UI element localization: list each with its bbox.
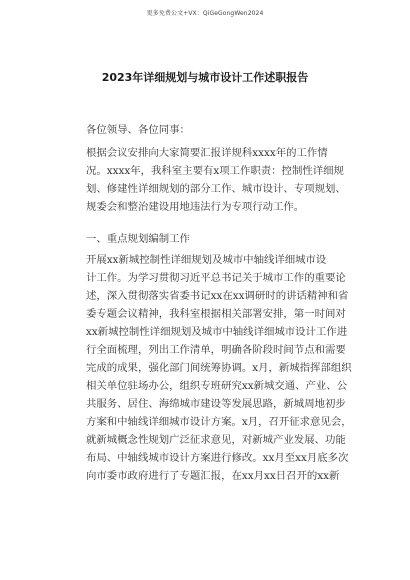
paragraph-line: 方案和中轴线详细城市设计方案。x月，召开征求意见会， (86, 416, 352, 428)
paragraph-line: 划、修建性详细规划的部分工作、城市设计、专项规划、 (86, 183, 346, 195)
paragraph-line: 计工作。为学习贯彻习近平总书记关于城市工作的重要论 (86, 272, 346, 284)
document-title: 2023年详细规划与城市设计工作述职报告 (101, 71, 309, 84)
greeting (86, 121, 350, 139)
section-paragraph (86, 251, 350, 485)
paragraph-line: 向市委市政府进行了专题汇报，在xx月xx日召开的xx新 (86, 470, 340, 482)
paragraph-line: 相关单位驻场办公，组织专班研究xx新城交通、产业、公 (86, 380, 348, 392)
paragraph-line: 就新城概念性规划广泛征求意见，对新城产业发展、功能 (86, 434, 346, 446)
section-heading-text: 一、重点规划编制工作 (86, 233, 190, 245)
section-heading (86, 230, 350, 248)
header-note: 更多免费公文+VX：QiGeGongWen2024 (146, 10, 264, 17)
paragraph-line: 布局、中轴线城市设计方案进行修改。xx月至xx月底多次 (86, 452, 349, 464)
paragraph-line: 根据会议安排向大家简要汇报详规科xxxx年的工作情 (86, 147, 328, 159)
paragraph-line: 共服务、居住、海绵城市建设等发展思路，新城周地初步 (86, 398, 346, 410)
paragraph-line: 开展xx新城控制性详细规划及城市中轴线详细城市设 (86, 254, 327, 266)
intro-paragraph (86, 144, 350, 216)
greeting-line: 各位领导、各位同事： (86, 124, 190, 136)
paragraph-line: 述，深入贯彻落实省委书记xx在xx调研时的讲话精神和省 (86, 290, 349, 302)
paragraph-line: 委专题会议精神，我科室根据相关部署安排，第一时间对 (86, 308, 346, 320)
paragraph-line: 况。xxxx年，我科室主要有x项工作职责：控制性详细规 (86, 165, 344, 177)
paragraph-line: 完成的成果，强化部门间统筹协调。x月，新城指挥部组织 (86, 362, 352, 374)
paragraph-line: xx新城控制性详细规划及城市中轴线详细城市设计工作进 (86, 326, 348, 338)
paragraph-line: 规委会和整治建设用地违法行为专项行动工作。 (86, 201, 305, 213)
paragraph-line: 行全面梳理，列出工作清单，明确各阶段时间节点和需要 (86, 344, 346, 356)
